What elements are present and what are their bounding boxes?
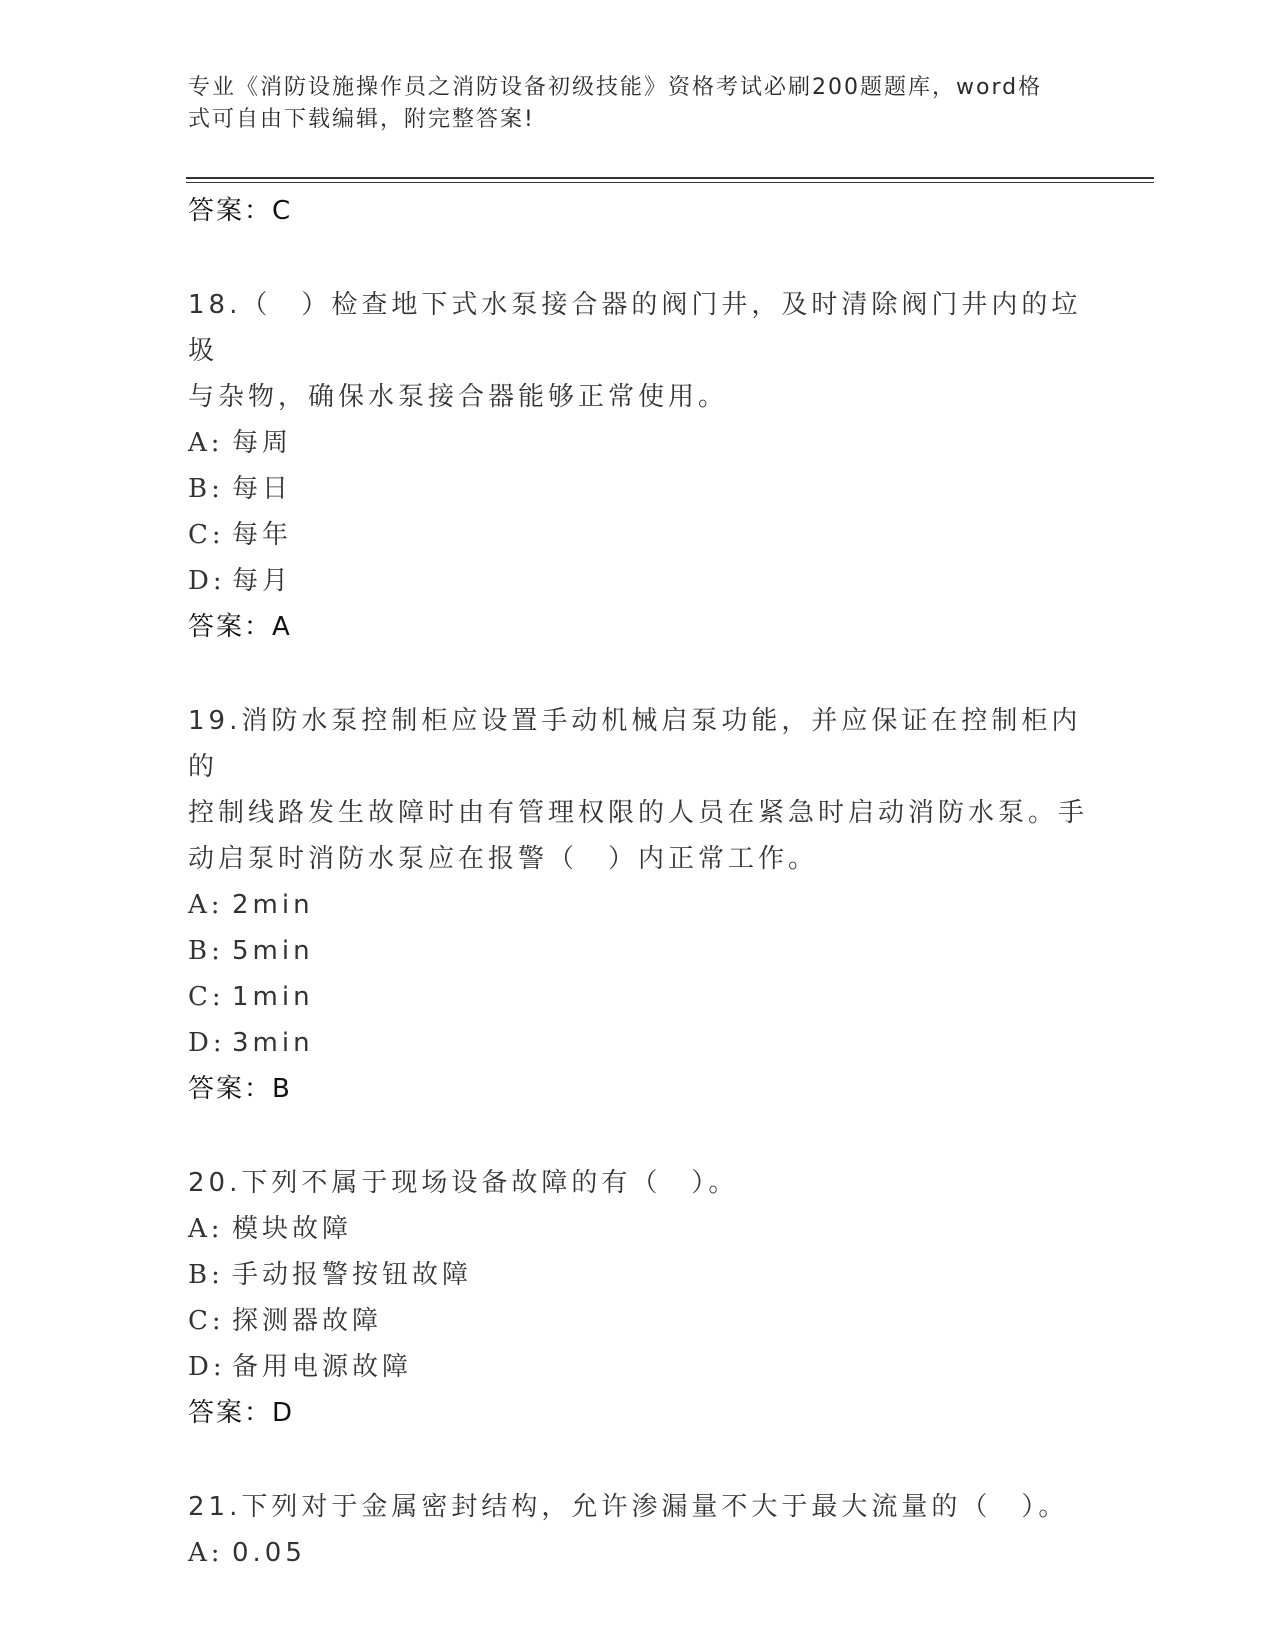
option-text: 2min: [232, 890, 314, 920]
option-text: 每日: [232, 474, 293, 504]
option-text: 0.05: [232, 1538, 306, 1568]
option-letter: D:: [188, 1352, 226, 1382]
option-letter: C:: [188, 1306, 225, 1336]
option-c: [188, 974, 1088, 1020]
option-letter: A:: [188, 428, 224, 458]
option-text: 每月: [232, 566, 293, 596]
header-line-1: 专业《消防设施操作员之消防设备初级技能》资格考试必刷200题题库，word格: [188, 75, 1043, 100]
option-text: 每年: [232, 520, 293, 550]
option-text: 1min: [232, 982, 314, 1012]
option-a: [188, 1530, 1088, 1576]
option-a: [188, 420, 1088, 466]
option-letter: A:: [188, 890, 224, 920]
header-divider-thin: [186, 182, 1154, 183]
question-20: [188, 1160, 1088, 1436]
question-21: [188, 1484, 1088, 1576]
option-a: [188, 882, 1088, 928]
option-letter: D:: [188, 566, 226, 596]
document-header: [188, 72, 1068, 136]
question-18: [188, 282, 1088, 650]
answer-line: 答案：B: [188, 1074, 292, 1104]
header-divider: [186, 177, 1154, 179]
option-d: [188, 1020, 1088, 1066]
option-letter: C:: [188, 520, 225, 550]
answer-line: 答案：C: [188, 196, 293, 226]
header-line-2: 式可自由下载编辑，附完整答案!: [188, 107, 535, 132]
question-stem-line: 与杂物，确保水泵接合器能够正常使用。: [188, 382, 729, 412]
question-stem-line: 控制线路发生故障时由有管理权限的人员在紧急时启动消防水泵。手: [188, 798, 1089, 828]
question-stem-line: 21.下列对于金属密封结构，允许渗漏量不大于最大流量的（ ）。: [188, 1492, 1069, 1522]
option-text: 备用电源故障: [232, 1352, 413, 1382]
question-stem-line: 18.（ ）检查地下式水泵接合器的阀门井，及时清除阀门井内的垃圾: [188, 290, 1082, 366]
option-letter: C:: [188, 982, 225, 1012]
option-letter: B:: [188, 936, 224, 966]
option-text: 模块故障: [232, 1214, 353, 1244]
option-letter: A:: [188, 1214, 224, 1244]
option-text: 探测器故障: [232, 1306, 383, 1336]
option-d: [188, 558, 1088, 604]
question-19: [188, 698, 1088, 1112]
option-letter: B:: [188, 1260, 224, 1290]
answer-line: 答案：A: [188, 612, 292, 642]
option-a: [188, 1206, 1088, 1252]
option-letter: B:: [188, 474, 224, 504]
document-body: [188, 188, 1088, 1576]
option-c: [188, 512, 1088, 558]
option-letter: D:: [188, 1028, 226, 1058]
question-stem-line: 20.下列不属于现场设备故障的有（ ）。: [188, 1168, 739, 1198]
answer-line: 答案：D: [188, 1398, 295, 1428]
option-letter: A:: [188, 1538, 224, 1568]
option-text: 5min: [232, 936, 314, 966]
option-c: [188, 1298, 1088, 1344]
option-b: [188, 1252, 1088, 1298]
option-b: [188, 928, 1088, 974]
option-d: [188, 1344, 1088, 1390]
option-text: 每周: [232, 428, 293, 458]
option-b: [188, 466, 1088, 512]
question-stem-line: 动启泵时消防水泵应在报警（ ）内正常工作。: [188, 844, 819, 874]
question-stem-line: 19.消防水泵控制柜应设置手动机械启泵功能，并应保证在控制柜内的: [188, 706, 1082, 782]
option-text: 3min: [232, 1028, 314, 1058]
option-text: 手动报警按钮故障: [232, 1260, 473, 1290]
